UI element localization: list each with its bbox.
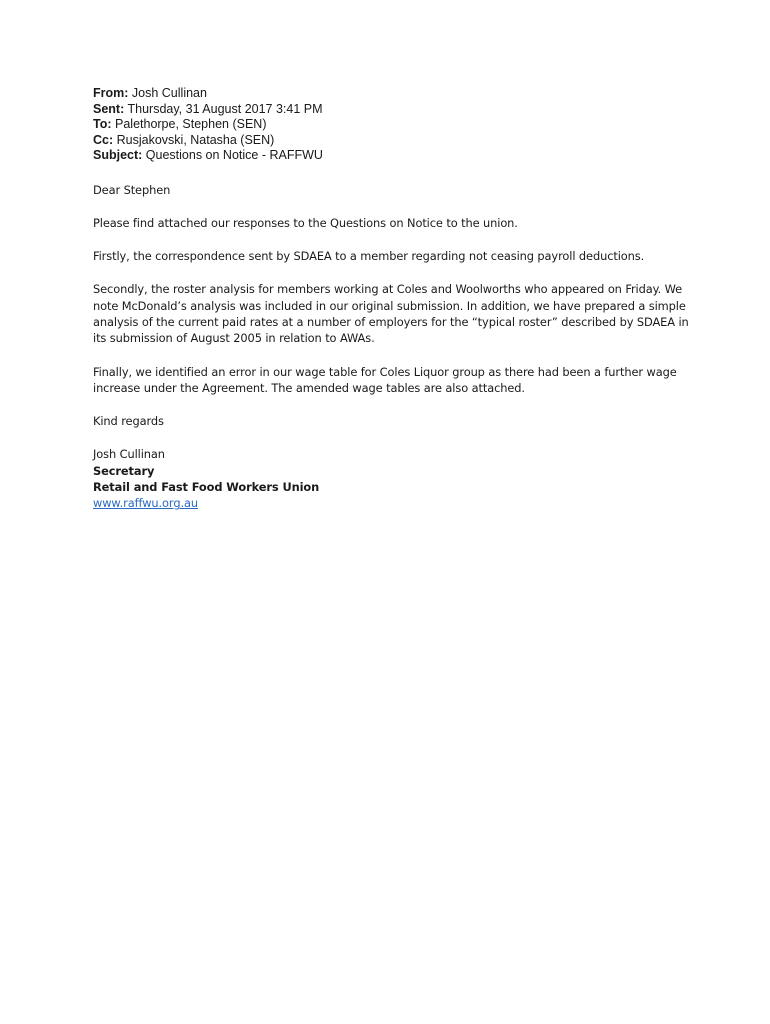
paragraph-firstly: Firstly, the correspondence sent by SDAEA to a member regarding not ceasing payroll deductions. [93, 249, 645, 264]
sent-value: Thursday, 31 August 2017 3:41 PM [127, 101, 323, 116]
from-value: Josh Cullinan [131, 86, 207, 100]
cc-line [93, 133, 693, 149]
to-line [93, 117, 693, 133]
sent-label: Sent: [93, 101, 125, 116]
paragraph-secondly: Secondly, the roster analysis for members working at Coles and Woolworths who appeared on Friday. We note McDonald’s analysis was included in our original submission. In addition, we have prepared a simple analysis of the current paid rates at a number of employers for the “typical roster” described by SDAEA in its submission of August 2005 in relation to AWAs. [93, 282, 689, 346]
signature-organisation: Retail and Fast Food Workers Union [93, 480, 320, 495]
cc-value: Rusjakovski, Natasha (SEN) [116, 132, 275, 147]
subject-label: Subject: [93, 148, 143, 162]
email-header [93, 86, 693, 164]
email-body [93, 182, 693, 512]
subject-line [93, 148, 693, 164]
closing: Kind regards [93, 414, 164, 429]
paragraph-attachments: Please find attached our responses to the Questions on Notice to the union. [93, 215, 518, 230]
email-document [93, 86, 693, 512]
to-value: Palethorpe, Stephen (SEN) [115, 117, 267, 131]
greeting: Dear Stephen [93, 182, 171, 197]
cc-label: Cc: [93, 132, 114, 147]
website-link[interactable]: www.raffwu.org.au [93, 496, 198, 511]
from-label: From: [93, 86, 129, 100]
signature-name: Josh Cullinan [93, 447, 165, 462]
to-label: To: [93, 117, 112, 131]
signature-block [93, 446, 693, 511]
paragraph-finally: Finally, we identified an error in our wage table for Coles Liquor group as there had been a further wage increase under the Agreement. The amended wage tables are also attached. [93, 364, 677, 395]
signature-title: Secretary [93, 463, 155, 478]
from-line [93, 86, 693, 102]
subject-value: Questions on Notice - RAFFWU [145, 148, 323, 162]
sent-line [93, 102, 693, 118]
